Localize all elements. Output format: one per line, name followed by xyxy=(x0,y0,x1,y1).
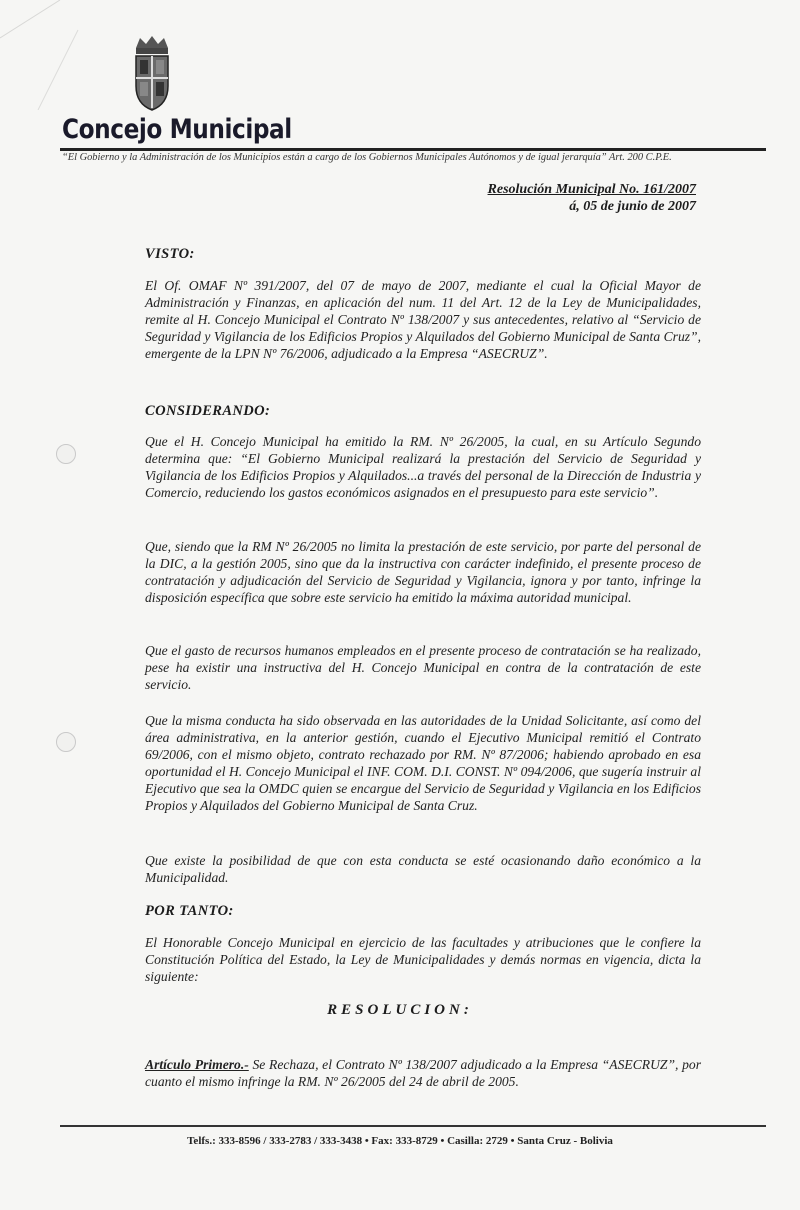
resolution-date: á, 05 de junio de 2007 xyxy=(569,199,696,214)
considerando-heading: CONSIDERANDO: xyxy=(145,403,271,419)
article-text: Se Rechaza, el Contrato Nº 138/2007 adjudicado a la Empresa “ASECRUZ”, por cuanto el mismo infringe la RM. Nº 26/2005 del 24 de abril de 2005. xyxy=(145,1057,701,1089)
considerando-paragraph-5: Que existe la posibilidad de que con esta conducta se esté ocasionando daño económico a la Municipalidad. xyxy=(145,853,701,885)
visto-paragraph: El Of. OMAF Nº 391/2007, del 07 de mayo de 2007, mediante el cual la Oficial Mayor de Administración y Finanzas, en aplicación del num. 11 del Art. 12 de la Ley de Municipalidades, remite al H. Concejo Municipal el Contrato Nº 138/2007 y sus antecedentes, relativo al “Servicio de Seguridad y Vigilancia de los Edificios Propios y Alquilados del Gobierno Municipal de Santa Cruz”, emergente de la LPN Nº 76/2006, adjudicado a la Empresa “ASECRUZ”. xyxy=(145,278,701,361)
municipal-crest-logo xyxy=(128,34,176,112)
scan-fold-mark xyxy=(0,0,110,110)
considerando-paragraph-4: Que la misma conducta ha sido observada en las autoridades de la Unidad Solicitante, así como del área administrativa, en la anterior gestión, cuando el Ejecutivo Municipal remitió el Contrato 69/2006, con el mismo objeto, contrato rechazado por RM. Nº 87/2006; habiendo aprobado en esa oportunidad el H. Concejo Municipal el INF. COM. D.I. CONST. Nº 094/2006, que sugería instruir al Ejecutivo que sea la OMDC quien se encargue del Servicio de Seguridad y Vigilancia en los Edificios Propios y Alquilados del Gobierno Municipal de Santa Cruz. xyxy=(145,713,701,813)
footer-rule xyxy=(60,1125,766,1127)
footer-contact: Telfs.: 333-8596 / 333-2783 / 333-3438 • Fax: 333-8729 • Casilla: 2729 • Santa Cruz - Bolivia xyxy=(187,1135,613,1147)
punch-hole-top xyxy=(56,444,76,464)
resolution-number: Resolución Municipal No. 161/2007 xyxy=(487,182,696,197)
org-name: Concejo Municipal xyxy=(62,114,292,145)
resolucion-title: RESOLUCION: xyxy=(327,1002,473,1018)
article-first xyxy=(145,1056,701,1090)
punch-hole-bottom xyxy=(56,732,76,752)
visto-heading: VISTO: xyxy=(145,246,195,262)
considerando-paragraph-2: Que, siendo que la RM Nº 26/2005 no limita la prestación de este servicio, por parte del personal de la DIC, a la gestión 2005, sino que da la instructiva con carácter indefinido, el presente proceso de contratación y adjudicación del Servicio de Seguridad y Vigilancia, ignora y por tanto, infringe la disposición específica que sobre este servicio ha emitido la máxima autoridad municipal. xyxy=(145,539,701,605)
header-motto: “El Gobierno y la Administración de los Municipios están a cargo de los Gobiernos Municipales Autónomos y de igual jerarquía” Art. 200 C.P.E. xyxy=(62,152,672,163)
considerando-paragraph-1: Que el H. Concejo Municipal ha emitido la RM. Nº 26/2005, la cual, en su Artículo Segundo determina que: “El Gobierno Municipal realizará la prestación del Servicio de Seguridad y Vigilancia de los Edificios Propios y Alquilados...a través del personal de la Dirección de Industria y Comercio, reduciendo los gastos económicos asignados en el presupuesto para este servicio”. xyxy=(145,434,701,500)
considerando-paragraph-3: Que el gasto de recursos humanos empleados en el presente proceso de contratación se ha realizado, pese ha existir una instructiva del H. Concejo Municipal en contra de la contratación de este servicio. xyxy=(145,643,701,692)
article-label: Artículo Primero.- xyxy=(145,1057,249,1072)
por-tanto-heading: POR TANTO: xyxy=(145,903,234,919)
header-rule xyxy=(60,148,766,151)
por-tanto-paragraph: El Honorable Concejo Municipal en ejercicio de las facultades y atribuciones que le confiere la Constitución Política del Estado, la Ley de Municipalidades y demás normas en vigencia, dicta la siguiente: xyxy=(145,935,701,984)
